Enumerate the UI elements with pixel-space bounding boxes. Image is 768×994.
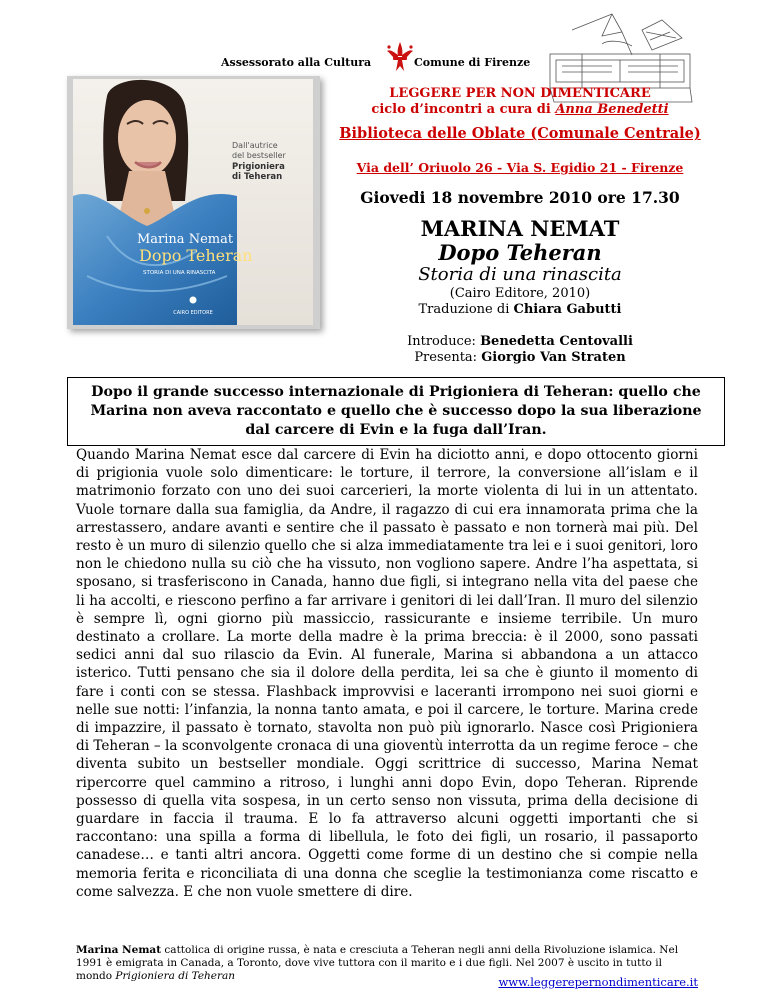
cover-author: Marina Nemat [137,232,234,247]
cover-tagline-3: Prigioniera [232,162,285,172]
cover-tagline-2: del bestseller [232,151,286,160]
venue-address: Via dell’ Oriuolo 26 - Via S. Egidio 21 - Firenze [356,160,684,175]
cycle-curator: Anna Benedetti [555,102,669,117]
highlight-box: Dopo il grande successo internazionale di Prigioniera di Teheran: quello che Marina non aveva raccontato e quello che è successo dopo la sua liberazione dal carcere di Evin e la fuga dall’Iran. [67,377,725,446]
translation-label: Traduzione di [418,302,514,317]
event-author: MARINA NEMAT [420,216,620,241]
website-link[interactable]: www.leggerepernondimenticare.it [498,975,698,989]
cover-publisher: CAIRO EDITORE [173,310,213,316]
florence-lily-icon [385,40,415,74]
cover-subtitle: STORIA DI UNA RINASCITA [143,270,216,276]
event-book-subtitle: Storia di una rinascita [418,264,622,285]
bio-book: Prigioniera di Teheran [115,969,236,982]
bio-text: cattolica di origine russa, è nata e cresciuta a Teheran negli anni della Rivoluzione islamica. Nel 1991 è emigrata in Canada, a Toronto, dove vive tuttora con il marito e i due figli. Nel 2007 è uscito in tutto il mondo [76,944,679,982]
cycle-sub-prefix: ciclo d’incontri a cura di [371,102,556,117]
header-comune: Comune di Firenze [414,56,531,69]
event-translation [300,302,740,317]
event-publisher: (Cairo Editore, 2010) [449,286,591,301]
cover-title: Dopo Teheran [139,246,253,265]
event-presenter [300,350,740,365]
cover-tagline-4: di Teheran [232,172,283,182]
introducer-name: Benedetta Centovalli [480,334,633,349]
bio-name: Marina Nemat [76,944,162,956]
cycle-title: LEGGERE PER NON DIMENTICARE [389,86,651,101]
book-cover-image [67,76,320,329]
body-text: Quando Marina Nemat esce dal carcere di Evin ha diciotto anni, e dopo ottocento giorni di prigionia vuole solo dimenticare: le torture, il terrore, la conversione all’islam e il matrimonio forzato con uno dei suoi carcerieri, la morte violenta di lui in un attentato. Vuole tornare dalla sua famiglia, da Andre, il ragazzo di cui era innamorata prima che la arrestassero, andare avanti e sentire che il passato è passato e non tornerà mai più. Del resto è un muro di silenzio quello che si alza immediatamente tra lei e i suoi genitori, loro non le chiedono nulla su ciò che ha vissuto, non vogliono sapere. Andre l’ha aspettata, si sposano, si trasferiscono in Canada, hanno due figli, si integrano nella vita del paese che li ha accolti, e riescono perfino a far arrivare i genitori di lei dall’Iran. Il muro del silenzio è sempre lì, ogni giorno più massiccio, rassicurante e insieme terribile. Un muro destinato a crollare. La morte della madre è la prima breccia: è il 2000, sono passati sedici anni dal suo rilascio da Evin. Al funerale, Marina si abbandona a un attacco isterico. Tutti pensano che sia il dolore della perdita, lei sa che è giunto il momento di fare i conti con se stessa. Flashback improvvisi e laceranti irrompono nei suoi giorni e nelle sue notti: l’infanzia, la nonna tanto amata, e poi il carcere, le torture. Marina crede di impazzire, il passato è tornato, stavolta non può più ignorarlo. Nasce così Prigioniera di Teheran – la sconvolgente cronaca di una gioventù interrotta da un regime feroce – che diventa subito un bestseller mondiale. Oggi scrittrice di successo, Marina Nemat ripercorre quel cammino a ritroso, i lunghi anni dopo Evin, dopo Teheran. Riprende possesso di quella vita sospesa, in un certo senso non vissuta, prima della decisione di guardare in faccia il trauma. E lo fa attraverso alcuni oggetti importanti che si raccontano: una spilla a forma di libellula, le foto dei figli, un rosario, il passaporto canadese… e tanti altri ancora. Oggetti come forme di un destino che si compie nella memoria ferita e riconciliata di una donna che sceglie la testimonianza come riscatto e come salvezza. E che non vuole smettere di dire. [76,447,698,900]
introduce-label: Introduce: [407,334,481,349]
event-book-title: Dopo Teheran [438,240,602,265]
present-label: Presenta: [414,350,482,365]
event-introducer [300,334,740,349]
venue-title: Biblioteca delle Oblate (Comunale Centrale) [339,125,701,142]
event-date: Giovedi 18 novembre 2010 ore 17.30 [360,188,680,207]
header-assessorato: Assessorato alla Cultura [221,56,372,69]
translator-name: Chiara Gabutti [513,302,622,317]
presenter-name: Giorgio Van Straten [481,350,626,365]
cover-tagline-1: Dall'autrice [232,141,278,150]
cycle-subtitle [300,102,740,117]
